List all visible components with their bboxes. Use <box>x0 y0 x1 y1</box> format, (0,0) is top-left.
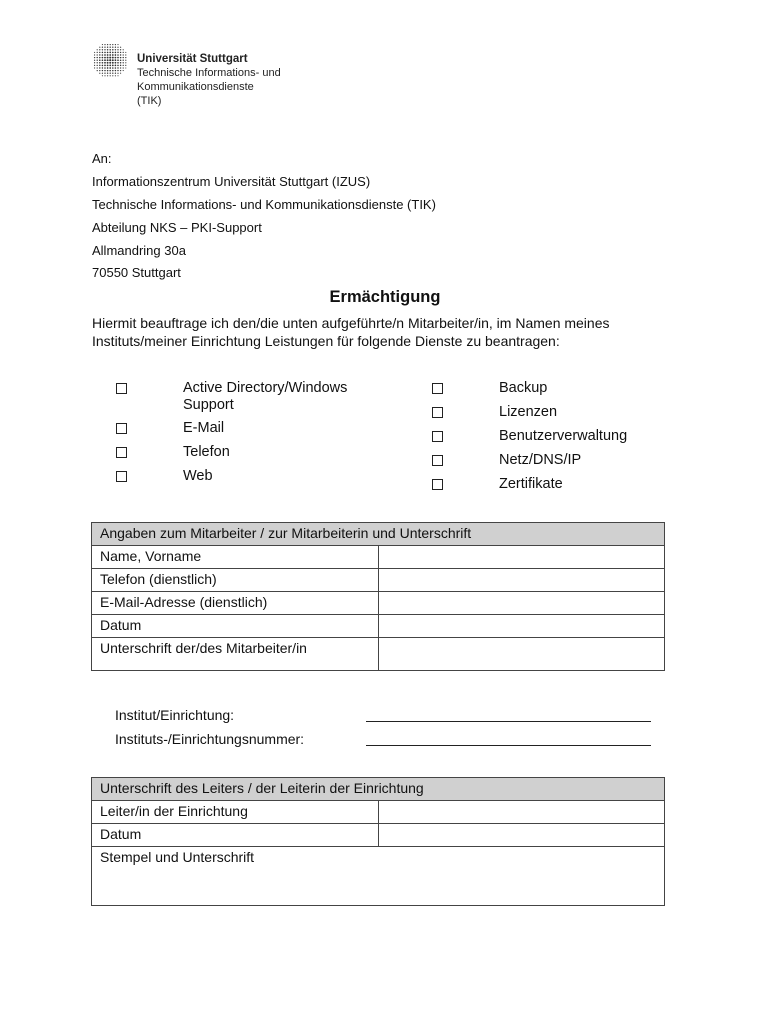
address-line-3: Abteilung NKS – PKI-Support <box>92 220 262 235</box>
field-leader-datum[interactable] <box>379 824 665 847</box>
service-backup: Backup <box>499 380 548 396</box>
field-telefon[interactable] <box>379 569 665 592</box>
field-datum[interactable] <box>379 615 665 638</box>
service-netz-dns-ip: Netz/DNS/IP <box>499 452 582 468</box>
leader-table <box>91 777 665 906</box>
address-to: An: <box>92 151 112 166</box>
checkbox-backup[interactable] <box>432 383 443 394</box>
address-line-4: Allmandring 30a <box>92 243 186 258</box>
row-label-unterschrift: Unterschrift der/des Mitarbeiter/in <box>92 638 379 671</box>
checkbox-zertifikate[interactable] <box>432 479 443 490</box>
service-web: Web <box>183 468 213 484</box>
employee-table <box>91 522 665 671</box>
row-label-email: E-Mail-Adresse (dienstlich) <box>92 592 379 615</box>
service-benutzerverwaltung: Benutzerverwaltung <box>499 428 628 444</box>
field-name[interactable] <box>379 546 665 569</box>
institut-label: Institut/Einrichtung: <box>115 707 235 723</box>
row-label-telefon: Telefon (dienstlich) <box>92 569 379 592</box>
checkbox-email[interactable] <box>116 423 127 434</box>
checkbox-lizenzen[interactable] <box>432 407 443 418</box>
row-label-leader-datum: Datum <box>92 824 379 847</box>
service-telefon: Telefon <box>183 444 230 460</box>
row-label-leiter: Leiter/in der Einrichtung <box>92 801 379 824</box>
department-line-1: Technische Informations- und <box>137 67 281 79</box>
service-email: E-Mail <box>183 420 225 436</box>
department-line-3: (TIK) <box>137 95 162 107</box>
logo-text <box>137 52 281 108</box>
service-active-directory: Active Directory/Windows Support <box>183 380 348 413</box>
document-title: Ermächtigung <box>329 288 441 306</box>
checkbox-netz-dns-ip[interactable] <box>432 455 443 466</box>
checkbox-telefon[interactable] <box>116 447 127 458</box>
institutsnummer-label: Instituts-/Einrichtungsnummer: <box>115 731 305 747</box>
employee-table-header: Angaben zum Mitarbeiter / zur Mitarbeiterin und Unterschrift <box>92 523 665 546</box>
leader-table-header: Unterschrift des Leiters / der Leiterin der Einrichtung <box>92 778 665 801</box>
field-leiter[interactable] <box>379 801 665 824</box>
checkbox-benutzerverwaltung[interactable] <box>432 431 443 442</box>
row-label-name: Name, Vorname <box>92 546 379 569</box>
department-line-2: Kommunikationsdienste <box>137 81 254 93</box>
row-label-datum: Datum <box>92 615 379 638</box>
field-unterschrift[interactable] <box>379 638 665 671</box>
service-lizenzen: Lizenzen <box>499 404 558 420</box>
institutsnummer-input-line[interactable] <box>366 745 651 746</box>
field-stempel-unterschrift[interactable]: Stempel und Unterschrift <box>92 847 665 906</box>
address-line-2: Technische Informations- und Kommunikationsdienste (TIK) <box>92 197 436 212</box>
address-line-1: Informationszentrum Universität Stuttgart (IZUS) <box>92 174 371 189</box>
university-name: Universität Stuttgart <box>137 53 248 65</box>
checkbox-web[interactable] <box>116 471 127 482</box>
intro-text: Hiermit beauftrage ich den/die unten aufgeführte/n Mitarbeiter/in, im Namen meines Instituts/meiner Einrichtung Leistungen für folgende Dienste zu beantragen: <box>92 315 610 349</box>
checkbox-active-directory[interactable] <box>116 383 127 394</box>
address-line-5: 70550 Stuttgart <box>92 265 181 280</box>
university-logo-icon <box>90 40 130 80</box>
service-zertifikate: Zertifikate <box>499 476 563 492</box>
institut-input-line[interactable] <box>366 721 651 722</box>
field-email[interactable] <box>379 592 665 615</box>
